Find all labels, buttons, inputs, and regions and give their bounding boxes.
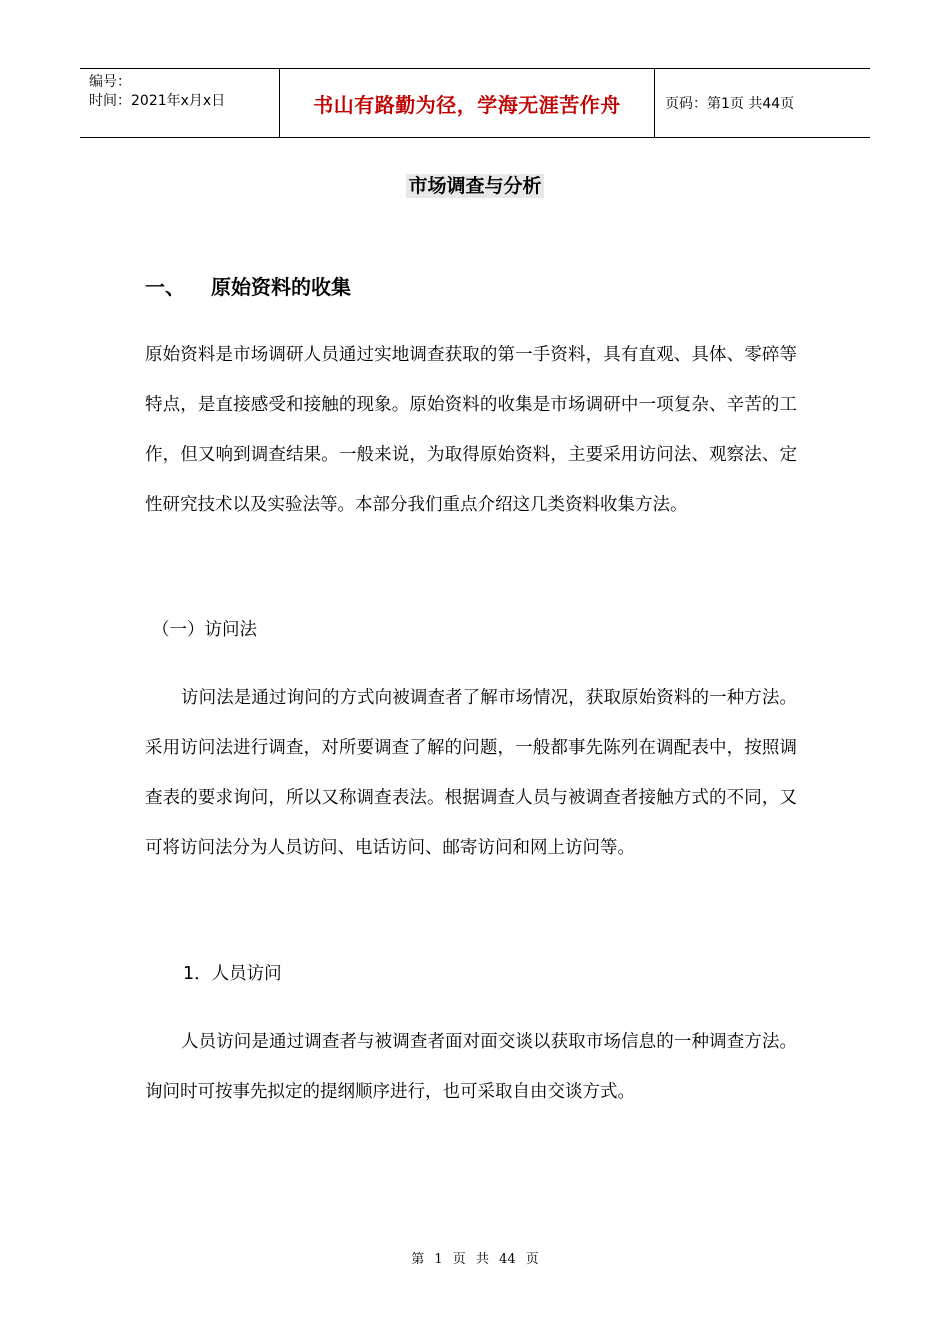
number-label: 编号： bbox=[89, 74, 131, 90]
time-label: 时间：2021年x月x日 bbox=[89, 93, 226, 109]
personal-interview-paragraph: 人员访问是通过调查者与被调查者面对面交谈以获取市场信息的一种调查方法。询问时可按事先拟定的提纲顺序进行，也可采取自由交谈方式。 bbox=[145, 1032, 797, 1102]
document-title: 市场调查与分析 bbox=[408, 175, 542, 197]
document-header bbox=[80, 68, 870, 138]
document-title-wrap bbox=[0, 171, 950, 198]
header-meta bbox=[80, 69, 280, 137]
intro-paragraph: 原始资料是市场调研人员通过实地调查获取的第一手资料，具有直观、具体、零碎等特点，是直接感受和接触的现象。原始资料的收集是市场调研中一项复杂、辛苦的工作，但又响到调查结果。一般来说，为取得原始资料，主要采用访问法、观察法、定性研究技术以及实验法等。本部分我们重点介绍这几类资料收集方法。 bbox=[145, 345, 797, 515]
section-title: 原始资料的收集 bbox=[211, 275, 351, 299]
section-number: 一、 bbox=[145, 275, 185, 299]
section-heading bbox=[145, 271, 351, 300]
header-motto: 书山有路勤为径，学海无涯苦作舟 bbox=[280, 69, 655, 137]
subsection-heading: （一）访问法 bbox=[152, 620, 257, 640]
item-heading: 1．人员访问 bbox=[183, 964, 282, 984]
page-footer: 第 1 页 共 44 页 bbox=[411, 1252, 539, 1267]
interview-method-paragraph: 访问法是通过询问的方式向被调查者了解市场情况，获取原始资料的一种方法。采用访问法进行调查，对所要调查了解的问题，一般都事先陈列在调配表中，按照调查表的要求询问，所以又称调查表法。根据调查人员与被调查者接触方式的不同，又可将访问法分为人员访问、电话访问、邮寄访问和网上访问等。 bbox=[145, 688, 797, 858]
header-page-info: 页码：第1页 共44页 bbox=[665, 96, 795, 112]
